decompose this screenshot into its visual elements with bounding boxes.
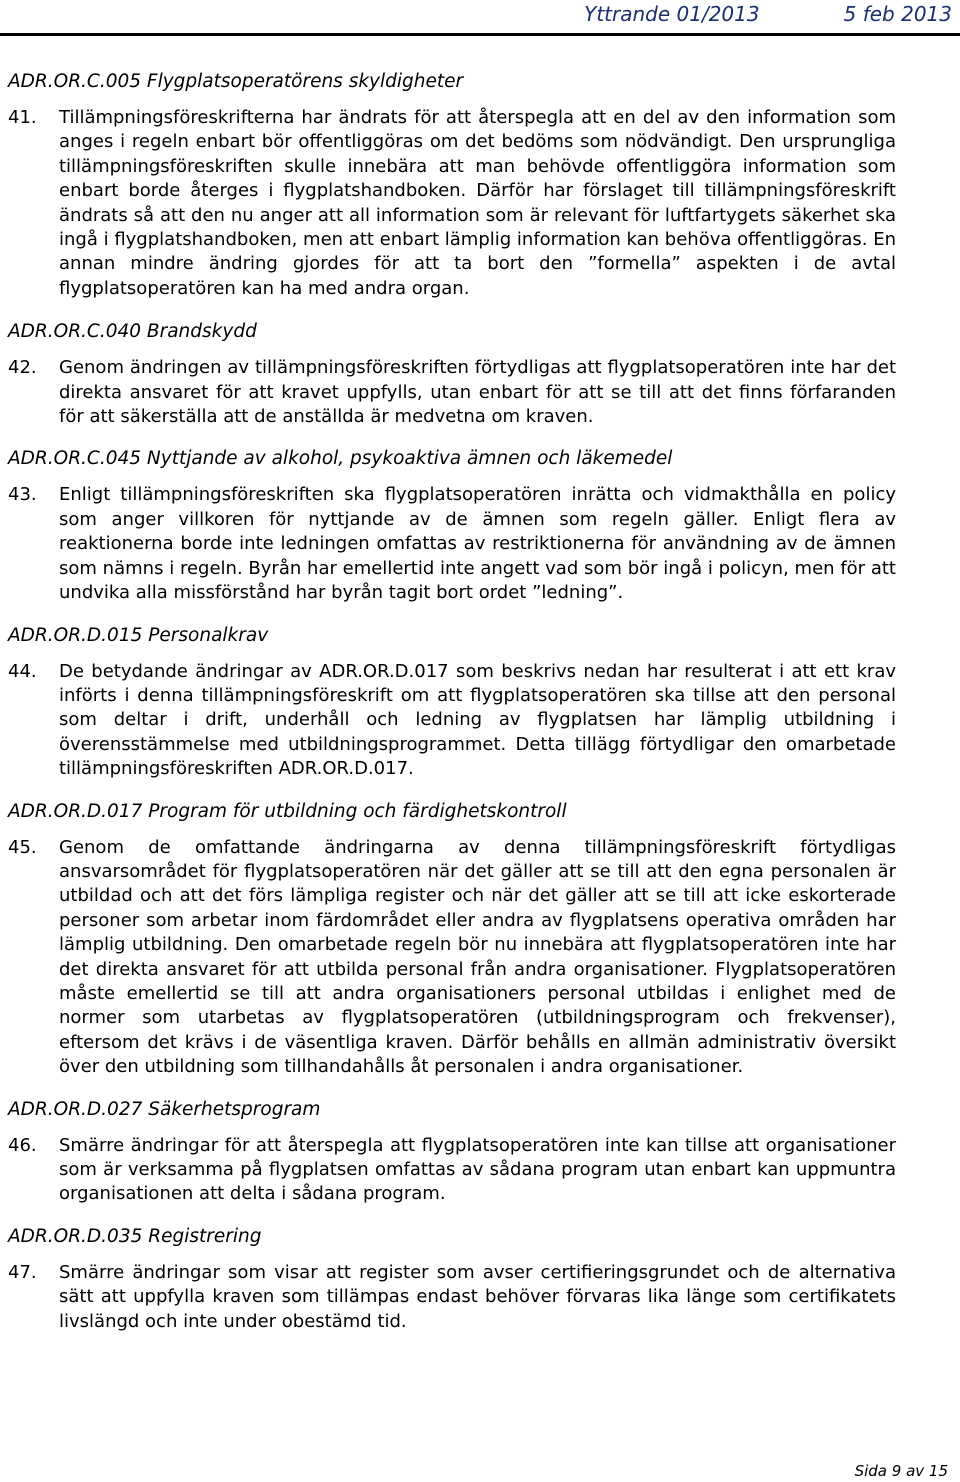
paragraph-text: Genom de omfattande ändringarna av denna tillämpningsföreskrift förtydligas ansvarsområdet för flygplatsoperatören när det gäller att se till att den egna personalen är utbildad och att det förs lämpliga register och när det gäller att se till att icke eskorterade personer som arbetar inom färdområdet eller andra av flygplatsens operativa områden har lämplig utbildning. Den omarbetade regeln bör nu innebära att flygplatsoperatören inte har det direkta ansvaret för att utbilda personal från andra organisationer. Flygplatsoperatören måste emellertid se till att andra organisationers personal utbildas i enlighet med de normer som utarbetas av flygplatsoperatören (utbildningsprogram och frekvenser), eftersom det krävs i de väsentliga kraven. Därför behålls en allmän administrativ översikt över den utbildning som tillhandahålls åt personalen i andra organisationer.: [59, 836, 896, 1078]
paragraph-number: 46.: [8, 1134, 37, 1156]
paragraph: [8, 483, 896, 605]
section-adr-or-c-040: [8, 320, 896, 429]
paragraph: [8, 836, 896, 1080]
section-heading: ADR.OR.C.045 Nyttjande av alkohol, psykoaktiva ämnen och läkemedel: [8, 448, 673, 470]
section-adr-or-d-035: [8, 1225, 896, 1334]
section-heading: ADR.OR.D.035 Registrering: [8, 1225, 262, 1247]
section-adr-or-d-027: [8, 1098, 896, 1207]
paragraph-text: De betydande ändringar av ADR.OR.D.017 som beskrivs nedan har resulterat i att ett krav införts i denna tillämpningsföreskrift om att flygplatsoperatören ska tillse att den personal som deltar i drift, underhåll och ledning av flygplatsen har lämplig utbildning i överensstämmelse med utbildningsprogrammet. Detta tillägg förtydligar den omarbetade tillämpningsföreskriften ADR.OR.D.017.: [59, 660, 896, 780]
document-body: [8, 70, 896, 1334]
section-adr-or-d-017: [8, 800, 896, 1080]
section-adr-or-d-015: [8, 624, 896, 782]
paragraph: [8, 356, 896, 429]
section-heading: ADR.OR.D.017 Program för utbildning och färdighetskontroll: [8, 800, 567, 822]
paragraph: [8, 660, 896, 782]
paragraph-number: 41.: [8, 107, 37, 128]
paragraph-number: 42.: [8, 357, 37, 379]
section-adr-or-c-005: [8, 70, 896, 301]
paragraph-text: Smärre ändringar för att återspegla att flygplatsoperatören inte kan tillse att organisationer som är verksamma på flygplatsen omfattas av sådana program utan enbart kan uppmuntra organisationen att delta i sådana program.: [59, 1134, 896, 1205]
section-heading: ADR.OR.D.015 Personalkrav: [8, 624, 269, 646]
section-adr-or-c-045: [8, 447, 896, 605]
section-heading: ADR.OR.D.027 Säkerhetsprogram: [8, 1098, 321, 1120]
paragraph: [8, 1134, 896, 1207]
document-title: Yttrande 01/2013: [584, 2, 760, 26]
page-header: [584, 2, 952, 26]
paragraph-text: Genom ändringen av tillämpningsföreskriften förtydligas att flygplatsoperatören inte har det direkta ansvaret för att kravet uppfylls, utan enbart för att se till att det finns förfaranden för att säkerställa att de anställda är medvetna om kraven.: [59, 357, 896, 428]
paragraph-text: Tillämpningsföreskrifterna har ändrats för att återspegla att en del av den information som anges i regeln enbart bör offentliggöras om det bedöms som nödvändigt. Den ursprungliga tillämpningsföreskriften skulle innebära att man behövde offentliggöra information som enbart borde återges i flygplatshandboken. Därför har förslaget till tillämpningsföreskrift ändrats så att den nu anger att all information som är relevant för luftfartygets säkerhet ska ingå i flygplatshandboken, men att enbart lämplig information kan behöva offentliggöras. En annan mindre ändring gjordes för att ta bort den ”formella” aspekten i de avtal flygplatsoperatören kan ha med andra organ.: [59, 107, 896, 299]
paragraph: [8, 106, 896, 301]
page-number: Sida 9 av 15: [854, 1462, 948, 1480]
header-divider: [0, 33, 960, 36]
paragraph-number: 43.: [8, 484, 37, 506]
section-heading: ADR.OR.C.040 Brandskydd: [8, 321, 257, 343]
paragraph-number: 44.: [8, 660, 37, 682]
section-heading: ADR.OR.C.005 Flygplatsoperatörens skyldigheter: [8, 71, 464, 92]
paragraph: [8, 1261, 896, 1334]
paragraph-number: 47.: [8, 1261, 37, 1283]
paragraph-text: Smärre ändringar som visar att register som avser certifieringsgrundet och de alternativa sätt att uppfylla kraven som tillämpas endast behöver förvaras lika länge som certifikatets livslängd och inte under obestämd tid.: [59, 1261, 896, 1332]
paragraph-text: Enligt tillämpningsföreskriften ska flygplatsoperatören inrätta och vidmakthålla en policy som anger villkoren för nyttjande av de ämnen som regeln gäller. Enligt flera av reaktionerna borde inte ledningen omfattas av restriktionerna för användning av de ämnen som nämns i regeln. Byrån har emellertid inte angett vad som bör ingå i policyn, men för att undvika alla missförstånd har byrån tagit bort ordet ”ledning”.: [59, 484, 896, 604]
document-date: 5 feb 2013: [843, 2, 952, 26]
paragraph-number: 45.: [8, 836, 37, 858]
